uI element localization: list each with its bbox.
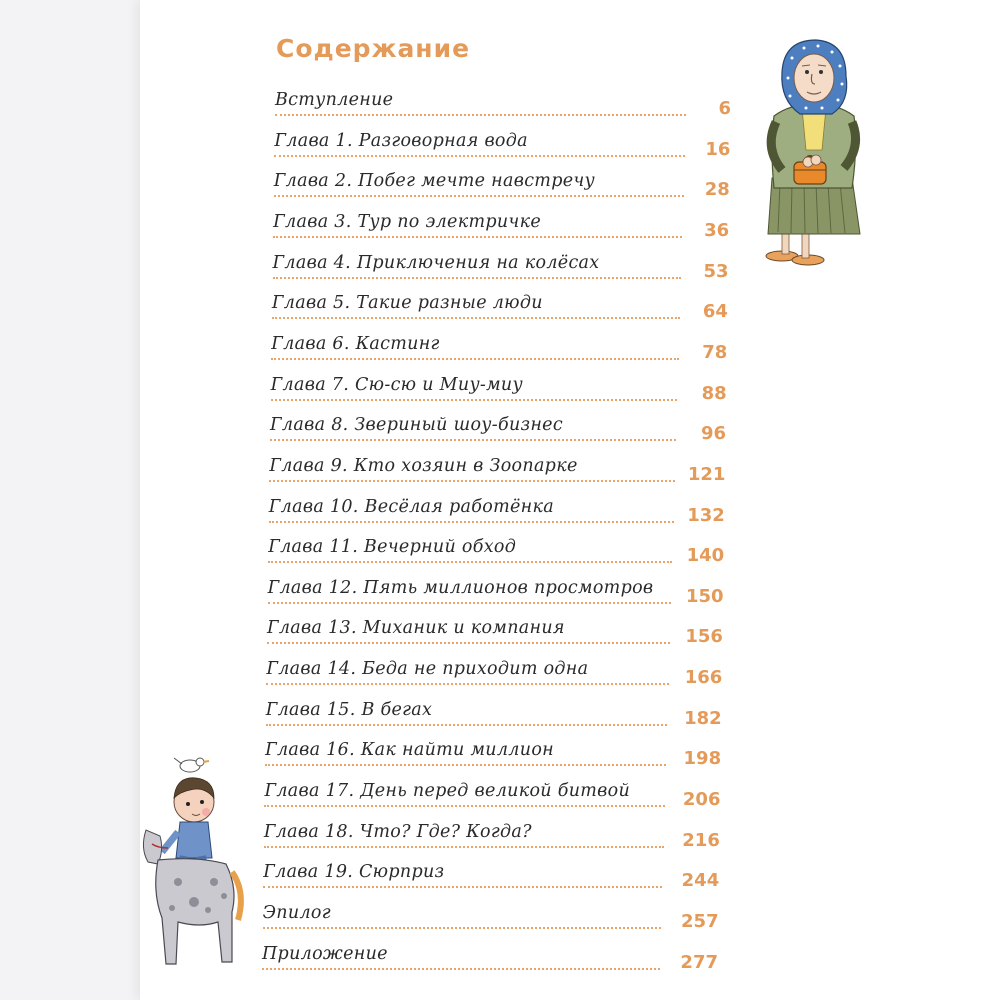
toc-leader-line <box>273 236 682 238</box>
toc-entry-label: Вступление <box>275 90 394 110</box>
toc-leader-line <box>269 521 674 523</box>
toc-entry-label: Глава 7. Сю-сю и Миу-миу <box>270 374 523 395</box>
toc-entry <box>264 818 720 852</box>
toc-entry-page: 140 <box>686 545 725 567</box>
toc-entry-page: 16 <box>705 138 731 160</box>
toc-entry-page: 6 <box>718 98 731 119</box>
toc-entry <box>272 289 728 323</box>
toc-entry-label: Глава 10. Весёлая работёнка <box>268 496 554 517</box>
toc-entry <box>269 493 725 527</box>
toc-entry <box>270 411 726 445</box>
toc-entry-page: 64 <box>702 301 728 323</box>
boy-on-horse-illustration <box>138 752 248 972</box>
toc-leader-line <box>267 642 670 644</box>
toc-entry <box>271 330 727 364</box>
toc-entry-label: Глава 11. Вечерний обход <box>268 537 517 558</box>
toc-entry <box>274 167 730 201</box>
toc-leader-line <box>263 927 662 929</box>
toc-entry-label: Глава 9. Кто хозяин в Зоопарке <box>269 455 578 476</box>
toc-leader-line <box>266 683 668 685</box>
toc-entry-page: 53 <box>703 260 729 282</box>
toc-entry-page: 198 <box>683 748 722 770</box>
toc-entry-page: 36 <box>704 219 730 241</box>
toc-leader-line <box>264 805 664 807</box>
toc-entry-page: 96 <box>700 423 727 445</box>
toc-entry <box>273 208 729 242</box>
toc-entry <box>271 371 727 405</box>
toc-entry-label: Глава 8. Звериный шоу-бизнес <box>270 415 563 436</box>
toc-leader-line <box>265 764 666 766</box>
toc-entry-label: Глава 13. Миханик и компания <box>266 618 565 639</box>
toc-entry <box>268 574 724 608</box>
toc-entry-page: 166 <box>684 667 723 689</box>
toc-entry <box>268 533 724 567</box>
toc-leader-line <box>268 602 672 604</box>
toc-leader-line <box>270 439 676 441</box>
toc-entry-label: Глава 5. Такие разные люди <box>271 293 543 314</box>
toc-entry-page: 132 <box>687 504 725 526</box>
toc-entry <box>264 777 720 811</box>
toc-leader-line <box>274 195 684 197</box>
toc-entry-label: Глава 14. Беда не приходит одна <box>266 659 589 680</box>
toc-entry-page: 257 <box>681 911 719 932</box>
toc-leader-line <box>266 724 668 726</box>
toc-entry-page: 216 <box>682 829 720 851</box>
toc-entry <box>266 655 722 689</box>
toc-entry <box>269 452 725 486</box>
toc-entry-label: Глава 4. Приключения на колёсах <box>272 252 600 273</box>
toc-entry <box>275 86 731 120</box>
toc-entry-page: 121 <box>687 463 726 485</box>
toc-leader-line <box>269 480 674 482</box>
toc-entry-label: Глава 19. Сюрприз <box>263 862 445 883</box>
toc-entry-page: 182 <box>684 707 722 729</box>
toc-entry-page: 244 <box>681 870 720 892</box>
toc-entry-label: Глава 6. Кастинг <box>271 333 440 354</box>
toc-leader-line <box>263 886 662 888</box>
toc-entry <box>273 249 729 283</box>
toc-entry <box>267 614 723 648</box>
toc-entry-page: 28 <box>704 179 730 201</box>
toc-entry-page: 206 <box>682 789 721 811</box>
toc-entry-label: Глава 2. Побег мечте навстречу <box>273 171 595 192</box>
toc-entry-label: Глава 16. Как найти миллион <box>265 740 554 761</box>
toc-leader-line <box>272 317 680 319</box>
toc-entry-page: 88 <box>701 382 727 404</box>
toc-entry-label: Глава 12. Пять миллионов просмотров <box>267 577 654 598</box>
toc-entry <box>263 858 719 892</box>
toc-leader-line <box>273 277 682 279</box>
toc-leader-line <box>262 968 660 970</box>
toc-entry-label: Глава 3. Тур по электричке <box>273 211 542 232</box>
toc-entry-label: Глава 18. Что? Где? Когда? <box>263 821 532 842</box>
grandma-illustration <box>760 38 870 273</box>
toc-leader-line <box>268 561 672 563</box>
toc-title: Содержание <box>276 34 471 63</box>
toc-entry <box>266 696 722 730</box>
toc-entry-page: 277 <box>680 951 718 973</box>
toc-leader-line <box>271 399 678 401</box>
toc-entry-label: Глава 17. День перед великой битвой <box>264 781 631 802</box>
toc-entry-page: 150 <box>685 585 724 607</box>
toc-leader-line <box>271 358 678 360</box>
toc-entry <box>263 899 719 933</box>
toc-entry-label: Глава 1. Разговорная вода <box>274 130 528 151</box>
toc-entry-page: 78 <box>702 341 728 363</box>
toc-leader-line <box>275 114 686 116</box>
toc-leader-line <box>264 846 664 848</box>
toc-entry <box>262 940 718 974</box>
toc-entry <box>265 736 721 770</box>
toc-entry-label: Эпилог <box>262 903 331 923</box>
toc-entry-page: 156 <box>685 626 723 648</box>
toc-entry <box>274 127 730 161</box>
toc-entry-label: Глава 15. В бегах <box>265 699 433 720</box>
toc-entry-label: Приложение <box>262 943 388 964</box>
toc-leader-line <box>274 155 684 157</box>
